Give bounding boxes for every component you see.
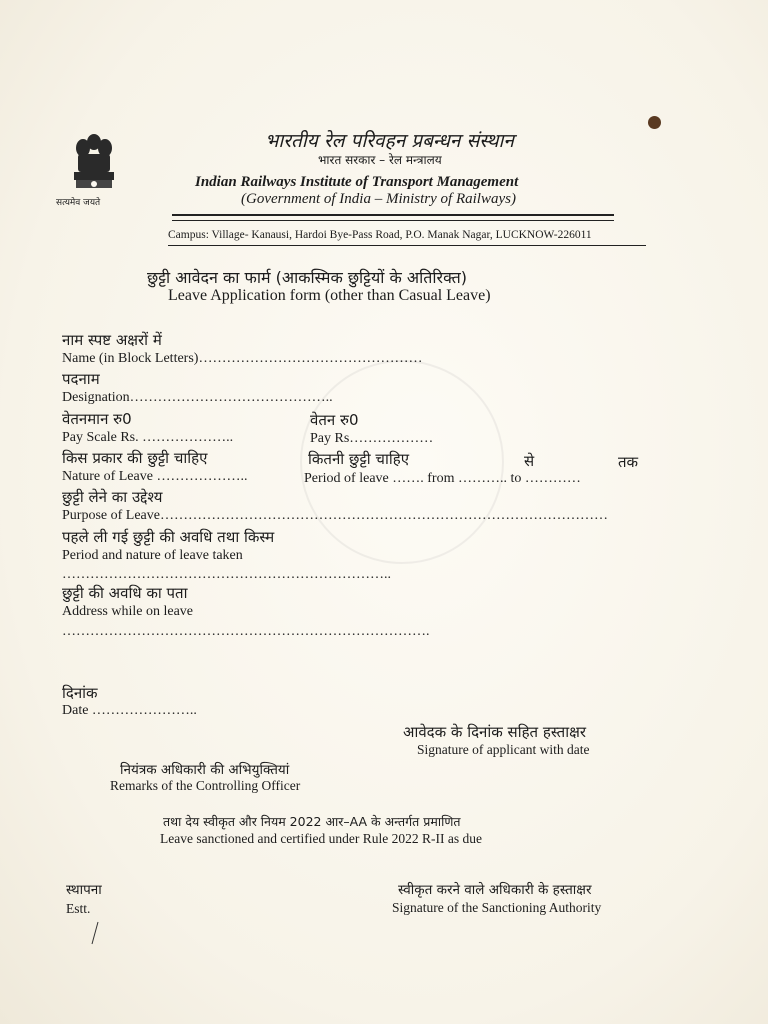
remarks-label: Remarks of the Controlling Officer xyxy=(110,778,301,793)
campus-address: Campus: Village- Kanausi, Hardoi Bye-Pass Road, P.O. Manak Nagar, LUCKNOW-226011 xyxy=(168,229,592,241)
nature-field[interactable]: Nature of Leave ……………….. xyxy=(62,469,248,484)
date-field[interactable]: Date ………………….. xyxy=(62,703,197,718)
form-title-hindi: छुट्टी आवेदन का फार्म (आकस्मिक छुट्टियों के अतिरिक्त) xyxy=(147,268,468,287)
institute-hindi-title: भारतीय रेल परिवहन प्रबन्धन संस्थान xyxy=(265,130,514,152)
sanctioning-authority-label: Signature of the Sanctioning Authority xyxy=(392,900,602,915)
ink-spot xyxy=(648,116,661,129)
name-label-hindi: नाम स्पष्ट अक्षरों में xyxy=(62,331,162,349)
applicant-signature-label-hindi: आवेदक के दिनांक सहित हस्ताक्षर xyxy=(403,723,586,741)
previous-leave-label: Period and nature of leave taken xyxy=(62,548,243,563)
applicant-signature-label: Signature of applicant with date xyxy=(417,742,590,757)
name-field[interactable]: Name (in Block Letters)………………………………………… xyxy=(62,351,423,366)
period-field[interactable]: Period of leave ……. from ……….. to ………… xyxy=(304,471,581,486)
pay-field[interactable]: Pay Rs……………… xyxy=(310,431,434,446)
previous-leave-field[interactable]: …………………………………………………………….. xyxy=(62,567,391,582)
header-double-rule xyxy=(172,214,614,221)
date-label-hindi: दिनांक xyxy=(62,684,98,702)
designation-field[interactable]: Designation…………………………………….. xyxy=(62,390,333,405)
to-label-hindi: तक xyxy=(618,453,639,471)
estt-label: Estt. xyxy=(66,901,91,916)
pen-mark-icon xyxy=(88,920,102,946)
previous-leave-label-hindi: पहले ली गई छुट्टी की अवधि तथा किस्म xyxy=(62,528,275,546)
address-label: Address while on leave xyxy=(62,604,194,619)
form-title-english: Leave Application form (other than Casual Leave) xyxy=(168,287,491,304)
from-label-hindi: से xyxy=(524,452,535,470)
purpose-label-hindi: छुट्टी लेने का उद्देश्य xyxy=(62,488,163,506)
institute-english-subtitle: (Government of India – Ministry of Railways) xyxy=(241,191,516,207)
national-emblem-icon xyxy=(68,132,120,194)
address-label-hindi: छुट्टी की अवधि का पता xyxy=(62,584,188,602)
period-label-hindi: कितनी छुट्टी चाहिए xyxy=(308,450,409,468)
payscale-label-hindi: वेतनमान रु0 xyxy=(62,410,132,428)
designation-label-hindi: पदनाम xyxy=(62,370,100,388)
pay-label-hindi: वेतन रु0 xyxy=(310,411,359,429)
header-bottom-rule xyxy=(168,245,646,246)
estt-label-hindi: स्थापना xyxy=(66,882,102,898)
purpose-field[interactable]: Purpose of Leave…………………………………………………………………………………… xyxy=(62,508,608,523)
sanction-label: Leave sanctioned and certified under Rule 2022 R-II as due xyxy=(160,831,483,846)
institute-english-title: Indian Railways Institute of Transport Management xyxy=(195,174,519,190)
payscale-field[interactable]: Pay Scale Rs. ……………….. xyxy=(62,430,234,445)
address-field[interactable]: ……………………………………………………………………. xyxy=(62,624,430,639)
nature-label-hindi: किस प्रकार की छुट्टी चाहिए xyxy=(62,449,208,467)
sanction-label-hindi: तथा देय स्वीकृत और नियम 2022 आर–AA के अन्तर्गत प्रमाणित xyxy=(163,814,461,829)
institute-hindi-subtitle: भारत सरकार – रेल मन्त्रालय xyxy=(318,153,442,167)
remarks-label-hindi: नियंत्रक अधिकारी की अभियुक्तियां xyxy=(120,762,290,778)
sanctioning-authority-label-hindi: स्वीकृत करने वाले अधिकारी के हस्ताक्षर xyxy=(398,882,592,898)
emblem-motto: सत्यमेव जयते xyxy=(56,198,101,208)
